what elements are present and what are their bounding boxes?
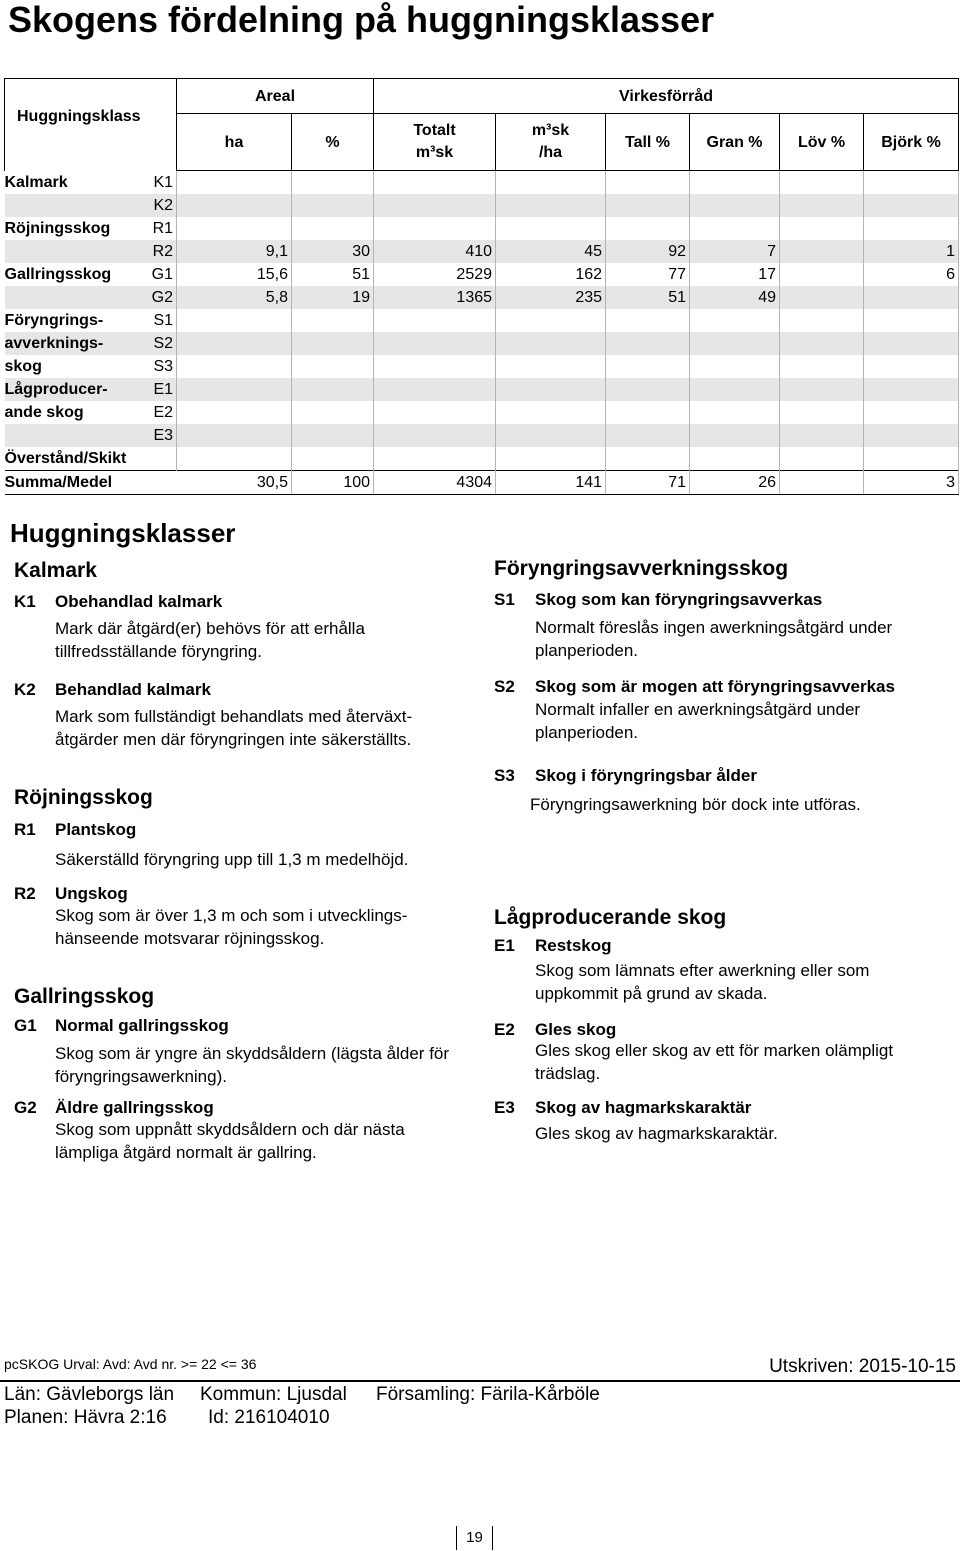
cell-label: Röjningsskog (4, 220, 111, 237)
cell-label: Kalmark (4, 173, 68, 191)
header-bjork: Björk % (864, 114, 959, 171)
cell-pct: 30 (292, 240, 374, 263)
footer-divider (0, 1380, 960, 1382)
footer-id: Id: 216104010 (208, 1407, 330, 1428)
def-code: E2 (494, 1020, 515, 1039)
group-title-foryngringsavverkningsskog: Föryngringsavverkningsskog (494, 557, 789, 580)
cell-ha: 15,6 (177, 263, 292, 286)
header-pct: % (292, 114, 374, 171)
cell-tall (606, 424, 690, 447)
cell-gran (690, 332, 780, 355)
cell-tall: 51 (606, 286, 690, 309)
table-row (5, 424, 959, 447)
table-row (5, 240, 959, 263)
cell-tall (606, 309, 690, 332)
def-code: K1 (14, 592, 36, 611)
cell-tall (606, 355, 690, 378)
cell-bjork: 1 (864, 240, 959, 263)
footer-planen: Planen: Hävra 2:16 (4, 1407, 167, 1428)
header-virkesforrad: Virkesförråd (374, 79, 959, 114)
cell-bjork (864, 286, 959, 309)
header-huggningsklass: Huggningsklass (5, 79, 177, 171)
cell-gran (690, 401, 780, 424)
cell-pct: 100 (292, 471, 374, 495)
cell-ha (177, 171, 292, 195)
cell-gran: 7 (690, 240, 780, 263)
cell-lov (780, 171, 864, 195)
footer-kommun: Kommun: Ljusdal (200, 1384, 347, 1405)
cell-label: skog (4, 358, 42, 375)
cell-code: E1 (149, 378, 177, 401)
header-m3ha: m³sk /ha (496, 114, 606, 171)
cell-m3ha: 45 (496, 240, 606, 263)
cell-m3ha (496, 332, 606, 355)
footer-forsamling: Församling: Färila-Kårböle (376, 1384, 600, 1405)
cell-pct (292, 355, 374, 378)
cell-m3ha (496, 447, 606, 471)
cell-ha (177, 424, 292, 447)
cell-m3ha (496, 355, 606, 378)
cell-pct (292, 171, 374, 195)
cell-lov (780, 424, 864, 447)
def-code: E3 (494, 1098, 515, 1117)
def-desc: Skog som är yngre än skyddsåldern (lägsta ålder för föryngringsawerkning). (55, 1044, 450, 1086)
cell-ha (177, 355, 292, 378)
cell-ha (177, 217, 292, 240)
cell-totalt (374, 217, 496, 240)
cell-lov (780, 194, 864, 217)
table-row (5, 447, 959, 471)
cell-gran (690, 378, 780, 401)
group-title-kalmark: Kalmark (14, 559, 97, 582)
cell-code: R2 (149, 240, 177, 263)
cell-lov (780, 217, 864, 240)
cell-totalt: 410 (374, 240, 496, 263)
header-gran: Gran % (690, 114, 780, 171)
cell-tall: 71 (606, 471, 690, 495)
footer-urval: pcSKOG Urval: Avd: Avd nr. >= 22 <= 36 (4, 1356, 257, 1372)
cell-code: R1 (149, 217, 177, 240)
summary-row (5, 471, 959, 495)
cell-code: S2 (149, 332, 177, 355)
cell-label: Överstånd/Skikt (4, 450, 127, 467)
def-code: S1 (494, 590, 515, 609)
def-desc: Mark som fullständigt behandlats med återväxt-åtgärder men där föryngringen inte säkerställts. (55, 707, 413, 749)
cell-ha (177, 447, 292, 471)
cell-bjork: 6 (864, 263, 959, 286)
cell-bjork (864, 424, 959, 447)
cell-lov (780, 240, 864, 263)
def-desc: Gles skog eller skog av ett för marken olämpligt trädslag. (535, 1041, 894, 1083)
def-name: Skog som är mogen att föryngringsavverkas (535, 677, 895, 696)
cell-m3ha (496, 217, 606, 240)
cell-lov (780, 401, 864, 424)
cell-totalt: 4304 (374, 471, 496, 495)
cell-code: K2 (149, 194, 177, 217)
def-name: Normal gallringsskog (55, 1016, 229, 1035)
cell-lov (780, 332, 864, 355)
cell-gran (690, 309, 780, 332)
cell-totalt (374, 332, 496, 355)
cell-m3ha (496, 378, 606, 401)
cell-pct: 51 (292, 263, 374, 286)
def-desc: Skog som är över 1,3 m och som i utvecklings-hänseende motsvarar röjningsskog. (55, 906, 408, 948)
def-desc: Normalt infaller en awerkningsåtgärd under planperioden. (535, 700, 861, 742)
def-name: Skog i föryngringsbar ålder (535, 766, 757, 785)
cell-lov (780, 378, 864, 401)
header-lov: Löv % (780, 114, 864, 171)
def-desc: Normalt föreslås ingen awerkningsåtgärd under planperioden. (535, 618, 893, 660)
cell-tall (606, 378, 690, 401)
header-totalt: Totalt m³sk (374, 114, 496, 171)
def-desc: Säkerställd föryngring upp till 1,3 m medelhöjd. (55, 850, 409, 869)
def-name: Restskog (535, 936, 612, 955)
cell-code: E3 (149, 424, 177, 447)
cell-m3ha: 141 (496, 471, 606, 495)
cell-gran (690, 171, 780, 195)
def-code: G1 (14, 1016, 37, 1035)
cell-tall (606, 447, 690, 471)
def-desc: Skog som lämnats efter awerkning eller som uppkommit på grund av skada. (535, 961, 870, 1003)
table-row (5, 194, 959, 217)
cell-lov (780, 355, 864, 378)
cell-bjork (864, 378, 959, 401)
cell-label (5, 286, 149, 309)
cell-code: G1 (149, 263, 177, 286)
def-desc: Gles skog av hagmarkskaraktär. (535, 1124, 778, 1143)
cell-bjork: 3 (864, 471, 959, 495)
cell-pct (292, 332, 374, 355)
def-code: E1 (494, 936, 515, 955)
cell-code: S1 (149, 309, 177, 332)
def-name: Gles skog (535, 1020, 617, 1039)
group-title-rojningsskog: Röjningsskog (14, 786, 153, 809)
cell-pct: 19 (292, 286, 374, 309)
def-name: Skog som kan föryngringsavverkas (535, 590, 823, 609)
def-code: R2 (14, 884, 36, 903)
cell-ha (177, 332, 292, 355)
cell-tall: 77 (606, 263, 690, 286)
cell-pct (292, 378, 374, 401)
cell-label: avverknings- (5, 332, 149, 355)
cell-m3ha: 235 (496, 286, 606, 309)
cell-m3ha (496, 424, 606, 447)
def-code: G2 (14, 1098, 37, 1117)
group-title-gallringsskog: Gallringsskog (14, 985, 155, 1008)
cell-gran (690, 355, 780, 378)
cell-label (5, 194, 149, 217)
cell-ha (177, 378, 292, 401)
def-desc: Skog som uppnått skyddsåldern och där nästa lämpliga åtgärd normalt är gallring. (55, 1120, 405, 1162)
table-row (5, 332, 959, 355)
cell-bjork (864, 171, 959, 195)
cell-code: S3 (149, 355, 177, 378)
cell-gran (690, 447, 780, 471)
cell-code: G2 (149, 286, 177, 309)
cell-tall: 92 (606, 240, 690, 263)
cell-bjork (864, 217, 959, 240)
header-ha: ha (177, 114, 292, 171)
def-name: Skog av hagmarkskaraktär (535, 1098, 752, 1117)
cell-tall (606, 217, 690, 240)
cell-totalt (374, 424, 496, 447)
cell-pct (292, 309, 374, 332)
cell-pct (292, 194, 374, 217)
cell-lov (780, 309, 864, 332)
header-tall: Tall % (606, 114, 690, 171)
cell-totalt (374, 378, 496, 401)
cell-bjork (864, 355, 959, 378)
cell-totalt (374, 447, 496, 471)
cell-bjork (864, 332, 959, 355)
cell-gran (690, 217, 780, 240)
table-row (5, 401, 959, 424)
def-code: S2 (494, 677, 515, 696)
def-name: Obehandlad kalmark (55, 592, 223, 611)
def-code: S3 (494, 766, 515, 785)
table-row (5, 355, 959, 378)
cell-label (5, 240, 149, 263)
cell-m3ha (496, 194, 606, 217)
cell-lov (780, 471, 864, 495)
def-code: R1 (14, 820, 36, 839)
table-row (5, 286, 959, 309)
table-row (5, 309, 959, 332)
cell-code: E2 (149, 401, 177, 424)
cell-tall (606, 171, 690, 195)
cell-gran: 49 (690, 286, 780, 309)
cell-tall (606, 401, 690, 424)
table-row (5, 171, 959, 195)
cell-pct (292, 424, 374, 447)
cell-gran (690, 424, 780, 447)
footer-utskriven: Utskriven: 2015-10-15 (769, 1356, 956, 1377)
cell-bjork (864, 447, 959, 471)
cell-code: K1 (149, 171, 177, 195)
cell-pct (292, 217, 374, 240)
cell-m3ha (496, 401, 606, 424)
cell-bjork (864, 401, 959, 424)
table-row (5, 217, 959, 240)
cell-totalt (374, 171, 496, 195)
cell-gran: 17 (690, 263, 780, 286)
def-desc: Mark där åtgärd(er) behövs för att erhålla tillfredsställande föryngring. (55, 619, 365, 661)
def-desc: Föryngringsawerkning bör dock inte utföras. (530, 795, 861, 814)
cell-label: Lågproducer- (5, 378, 149, 401)
cell-label: ande skog (4, 404, 84, 421)
section-title-huggningsklasser: Huggningsklasser (10, 518, 236, 548)
cell-totalt (374, 194, 496, 217)
cell-totalt: 1365 (374, 286, 496, 309)
page-number: 19 (456, 1526, 493, 1550)
header-areal: Areal (177, 79, 374, 114)
cell-totalt: 2529 (374, 263, 496, 286)
cell-m3ha (496, 171, 606, 195)
def-code: K2 (14, 680, 36, 699)
cell-lov (780, 447, 864, 471)
cell-lov (780, 263, 864, 286)
footer-lan: Län: Gävleborgs län (4, 1384, 175, 1405)
cell-m3ha (496, 309, 606, 332)
cell-bjork (864, 309, 959, 332)
cell-label: Gallringsskog (4, 266, 112, 283)
cell-ha: 5,8 (177, 286, 292, 309)
cell-pct (292, 447, 374, 471)
cell-ha (177, 309, 292, 332)
table-row (5, 263, 959, 286)
cell-tall (606, 194, 690, 217)
def-name: Äldre gallringsskog (55, 1098, 214, 1117)
cell-label: Summa/Medel (5, 471, 177, 495)
cell-pct (292, 401, 374, 424)
cell-totalt (374, 401, 496, 424)
cell-totalt (374, 309, 496, 332)
page-title: Skogens fördelning på huggningsklasser (8, 0, 715, 40)
cell-ha: 30,5 (177, 471, 292, 495)
def-name: Ungskog (55, 884, 128, 903)
huggningsklass-table (4, 78, 959, 495)
cell-gran: 26 (690, 471, 780, 495)
def-name: Behandlad kalmark (55, 680, 211, 699)
cell-ha: 9,1 (177, 240, 292, 263)
table-row (5, 378, 959, 401)
cell-ha (177, 194, 292, 217)
cell-code (149, 447, 177, 471)
group-title-lagproducerande-skog: Lågproducerande skog (494, 906, 727, 929)
cell-lov (780, 286, 864, 309)
cell-label (5, 424, 149, 447)
cell-bjork (864, 194, 959, 217)
cell-gran (690, 194, 780, 217)
cell-ha (177, 401, 292, 424)
cell-tall (606, 332, 690, 355)
cell-m3ha: 162 (496, 263, 606, 286)
cell-label: Föryngrings- (4, 312, 104, 329)
def-name: Plantskog (55, 820, 137, 839)
cell-totalt (374, 355, 496, 378)
